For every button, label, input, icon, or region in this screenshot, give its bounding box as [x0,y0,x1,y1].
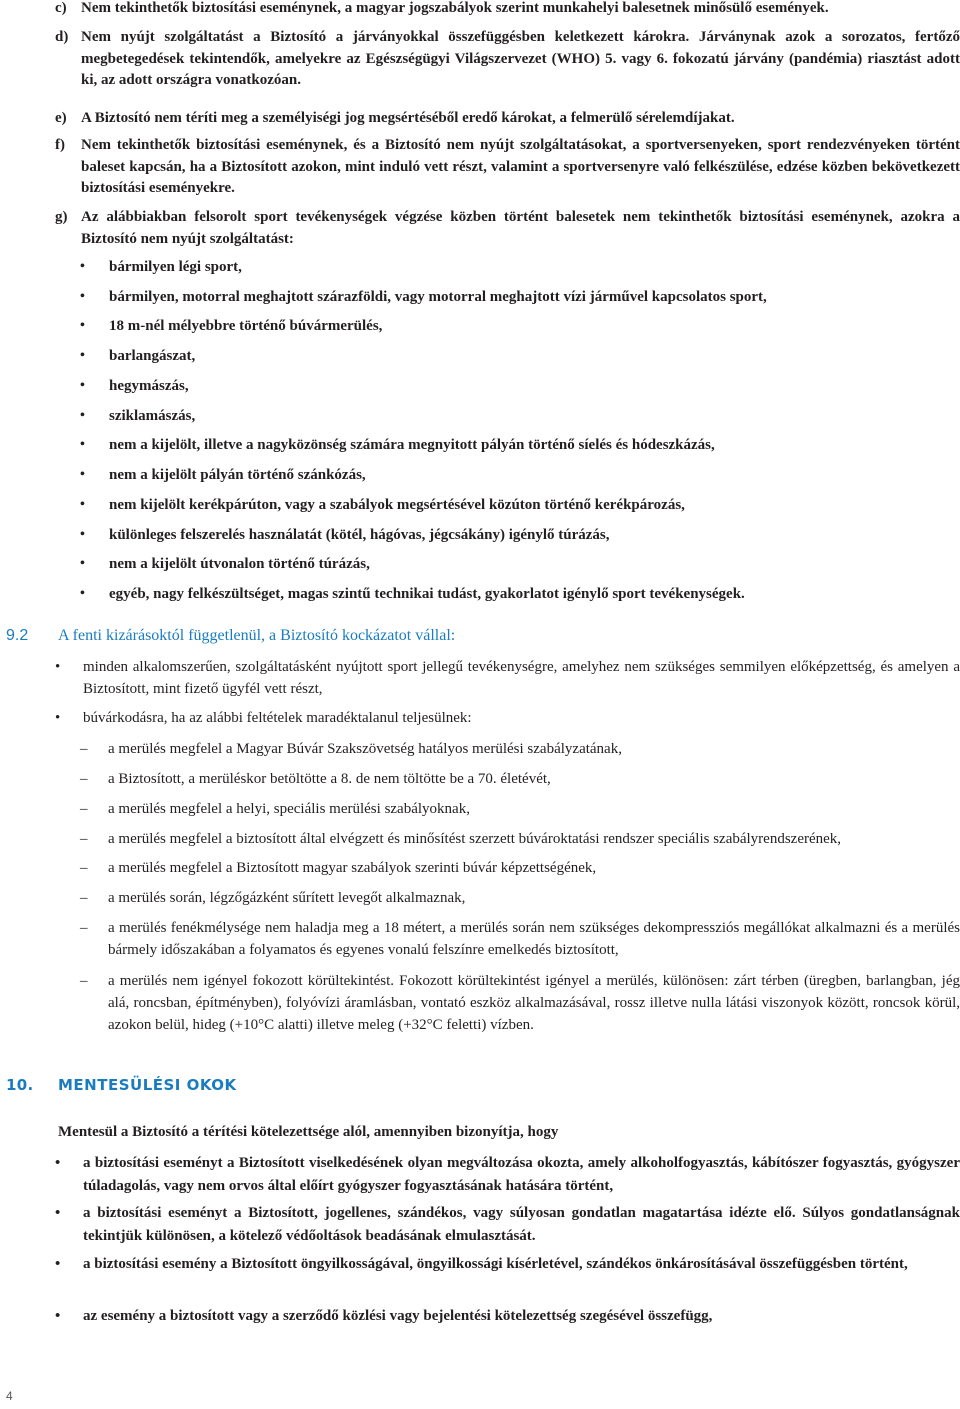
page-number: 4 [6,1389,13,1403]
dash-item [80,970,960,1036]
dash-item [80,917,960,961]
item-text: Az alábbiakban felsorolt sport tevékenységek végzése közben történt balesetek nem tekinthetők biztosítási eseménynek, azokra a Biztosító nem nyújt szolgáltatást: [81,209,960,247]
dash-icon: – [80,801,88,817]
bullet-icon: • [80,586,85,601]
exclusion-item-d [55,27,960,92]
section-number: 9.2 [6,627,29,644]
list-item-text: különleges felszerelés használatát (kötél, hágóvas, jégcsákány) igénylő túrázás, [109,527,610,543]
item-text: A Biztosító nem téríti meg a személyiségi jog megsértéséből eredő károkat, a felmerülő sérelemdíjakat. [81,110,735,126]
list-item-text: minden alkalomszerűen, szolgáltatásként nyújtott sport jellegű tevékenységre, amelyhez nem szükséges semmilyen előképzettség, és amelyen a Biztosított, mint fizető ügyfél vett részt, [83,659,960,697]
item-text: Nem tekinthetők biztosítási eseménynek, a magyar jogszabályok szerint munkahelyi balesetnek minősülő események. [81,0,829,16]
list-item-text: egyéb, nagy felkészültséget, magas szintű technikai tudást, gyakorlatot igénylő sport tevékenységek. [109,586,745,602]
item-letter: c) [55,0,67,16]
bullet-icon: • [80,437,85,452]
list-item-text: nem a kijelölt, illetve a nagyközönség számára megnyitott pályán történő síelés és hódeszkázás, [109,437,715,453]
bullet-icon: • [80,408,85,423]
list-item-text: 18 m-nél mélyebbre történő búvármerülés, [109,318,383,334]
dash-item-text: a merülés nem igényel fokozott körültekintést. Fokozott körültekintést igényel a merülés, különösen: zárt térben (üregben, barlangban, jég alá, roncsban, építményben), folyóvízi áramlásban, vontató eszköz alkalmazásával, rossz illetve nulla látási viszonyok között, roncsok körül, azokon belül, hideg (+10°C alatti) illetve meleg (+32°C feletti) vízben. [108,973,960,1033]
list-item-text: bármilyen légi sport, [109,259,242,275]
bullet-icon: • [55,1155,61,1171]
section-title: MENTESÜLÉSI OKOK [58,1076,237,1094]
dash-item [80,738,960,760]
dash-icon: – [80,920,88,936]
list-item-text: bármilyen, motorral meghajtott szárazföldi, vagy motorral meghajtott vízi járművel kapcsolatos sport, [109,289,767,305]
item-letter: e) [55,110,67,126]
bullet-icon: • [55,1205,61,1221]
bullet-icon: • [55,1256,61,1272]
dash-item [80,887,960,909]
list-item-text: a biztosítási esemény a Biztosított öngyilkosságával, öngyilkossági kísérletével, szándékos önkárosításával összefüggésben történt, [83,1256,908,1272]
dash-item [80,828,960,850]
section-intro: Mentesül a Biztosító a térítési kötelezettsége alól, amennyiben bizonyítja, hogy [58,1124,559,1140]
exclusion-item-g [55,207,960,250]
dash-item [80,768,960,790]
bullet-icon: • [80,378,85,393]
bullet-icon: • [80,318,85,333]
item-text: Nem tekinthetők biztosítási eseménynek, és a Biztosító nem nyújt szolgáltatásokat, a sportversenyeken, sport rendezvényeken történt baleset kapcsán, ha a Biztosított azokon, mint induló vett részt, valamint a sportversenyre való felkészülése, edzése közben bekövetkezett biztosítási eseményekre. [81,137,960,196]
dash-icon: – [80,890,88,906]
dash-item-text: a merülés megfelel a Biztosított magyar szabályok szerinti búvár képzettségének, [108,860,597,876]
list-item [55,656,960,700]
list-item-text: a biztosítási eseményt a Biztosított viselkedésének olyan megváltozása okozta, amely alkoholfogyasztás, kábítószer fogyasztás, gyógyszer túladagolás, vagy nem orvos által előírt gyógyszer fogyasztásának hatására történt, [83,1155,960,1194]
section-number: 10. [6,1076,34,1094]
dash-icon: – [80,771,88,787]
list-item-text: búvárkodásra, ha az alábbi feltételek maradéktalanul teljesülnek: [83,710,472,726]
dash-icon: – [80,741,88,757]
dash-item-text: a merülés megfelel a helyi, speciális merülési szabályoknak, [108,801,470,817]
section-title: A fenti kizárásoktól függetlenül, a Biztosító kockázatot vállal: [58,627,456,644]
list-item-text: nem a kijelölt pályán történő szánkózás, [109,467,366,483]
item-letter: g) [55,209,68,225]
exclusion-item-f [55,135,960,200]
dash-item-text: a merülés fenékmélysége nem haladja meg a 18 métert, a merülés során nem szükséges dekompressziós megállókat alkalmazni és a merülés bármely időszakában a folyamatos és egyenes vonalú felszínre emelkedés biztosított, [108,920,960,958]
list-item-text: sziklamászás, [109,408,196,424]
list-item [55,1152,960,1197]
list-item-text: barlangászat, [109,348,196,364]
dash-item [80,857,960,879]
dash-item-text: a merülés megfelel a biztosított által elvégzett és minősítést szerzett búvároktatási rendszer speciális szabályrendszerének, [108,831,842,847]
list-item-text: hegymászás, [109,378,189,394]
bullet-icon: • [55,710,61,726]
item-letter: f) [55,137,65,153]
item-letter: d) [55,29,69,45]
dash-icon: – [80,860,88,876]
dash-icon: – [80,973,88,989]
list-item-text: a biztosítási eseményt a Biztosított, jogellenes, szándékos, vagy súlyosan gondatlan magatartása idézte elő. Súlyos gondatlanságnak tekintjük különösen, a kötelező védőoltások beadásának elmulasztását. [83,1205,960,1244]
bullet-icon: • [80,556,85,571]
item-text: Nem nyújt szolgáltatást a Biztosító a járványokkal összefüggésben keletkezett károkra. Járványnak azok a sorozatos, fertőző megbetegedések tekintendők, amelyekre az Egészségügyi Világszervezet (WHO) 5. vagy 6. fokozatú járvány (pandémia) riasztást adott ki, az adott országra vonatkozóan. [81,29,960,88]
list-item-text: az esemény a biztosított vagy a szerződő közlési vagy bejelentési kötelezettség szegésével összefügg, [83,1308,713,1324]
bullet-icon: • [80,289,85,304]
bullet-icon: • [80,259,85,274]
list-item [55,1253,960,1276]
list-item [55,1305,960,1328]
exclusion-item-e [55,108,960,130]
dash-item [80,798,960,820]
bullet-icon: • [80,527,85,542]
bullet-icon: • [80,497,85,512]
dash-item-text: a Biztosított, a merüléskor betöltötte a 8. de nem töltötte be a 70. életévét, [108,771,551,787]
bullet-icon: • [80,348,85,363]
list-item [55,707,960,729]
list-item-text: nem a kijelölt útvonalon történő túrázás, [109,556,370,572]
bullet-icon: • [55,1308,61,1324]
list-item [55,1202,960,1247]
dash-icon: – [80,831,88,847]
exclusion-item-c [55,0,960,20]
bullet-icon: • [80,467,85,482]
dash-item-text: a merülés során, légzőgázként sűrített levegőt alkalmaznak, [108,890,466,906]
bullet-icon: • [55,659,61,675]
list-item-text: nem kijelölt kerékpárúton, vagy a szabályok megsértésével közúton történő kerékpározás, [109,497,685,513]
dash-item-text: a merülés megfelel a Magyar Búvár Szakszövetség hatályos merülési szabályzatának, [108,741,622,757]
